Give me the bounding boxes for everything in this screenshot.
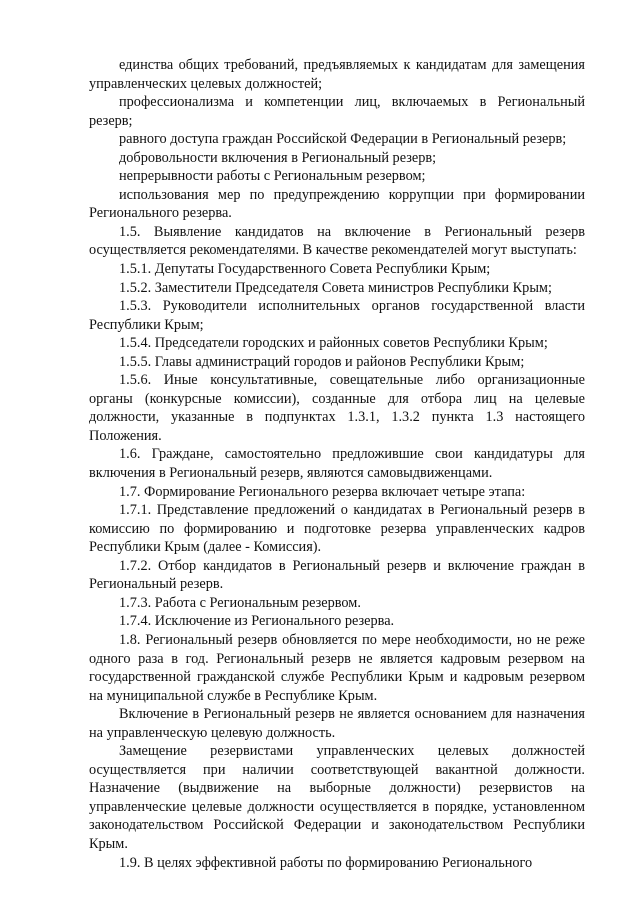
paragraph-1-7: 1.7. Формирование Регионального резерва включает четыре этапа: <box>119 483 526 500</box>
paragraph-1-7-3: 1.7.3. Работа с Региональным резервом. <box>119 594 361 611</box>
paragraph-1-8: 1.8. Региональный резерв обновляется по мере необходимости, но не реже одного раза в год. Региональный резерв не является кадровым резервом на государственной гражданской службе Республики Крым и кадровым резервом на муниципальной службе в Республике Крым. <box>89 631 585 704</box>
paragraph-1-7-4: 1.7.4. Исключение из Регионального резерва. <box>119 613 395 630</box>
paragraph-unity-requirements: единства общих требований, предъявляемых к кандидатам для замещения управленческих целевых должностей; <box>89 57 585 92</box>
paragraph-1-7-2: 1.7.2. Отбор кандидатов в Региональный резерв и включение граждан в Региональный резерв. <box>89 557 585 593</box>
paragraph-1-5-2: 1.5.2. Заместители Председателя Совета министров Республики Крым; <box>119 279 552 296</box>
paragraph-1-5-4: 1.5.4. Председатели городских и районных советов Республики Крым; <box>119 335 548 352</box>
paragraph-1-6: 1.6. Граждане, самостоятельно предложившие свои кандидатуры для включения в Региональный резерв, являются самовыдвиженцами. <box>89 446 585 482</box>
paragraph-1-5-6: 1.5.6. Иные консультативные, совещательные либо организационные органы (конкурсные комиссии), созданные для отбора лиц на целевые должности, указанные в подпунктах 1.3.1, 1.3.2 пункта 1.3 настоящего Положения. <box>89 372 585 444</box>
paragraph-equal-access: равного доступа граждан Российской Федерации в Региональный резерв; <box>119 131 567 148</box>
paragraph-1-5-3: 1.5.3. Руководители исполнительных органов государственной власти Республики Крым; <box>89 298 585 333</box>
paragraph-replacement: Замещение резервистами управленческих целевых должностей осуществляется при наличии соответствующей вакантной должности. Назначение (выдвижение на выборные должности) резервистов на управленческие целевые должности осуществляется в порядке, установленном законодательством Российской Федерации и законодательством Республики Крым. <box>89 743 585 852</box>
paragraph-1-5: 1.5. Выявление кандидатов на включение в Региональный резерв осуществляется рекомендателями. В качестве рекомендателей могут выступать: <box>89 223 585 259</box>
document-page <box>89 56 585 872</box>
paragraph-voluntariness: добровольности включения в Региональный резерв; <box>119 149 437 166</box>
paragraph-1-5-1: 1.5.1. Депутаты Государственного Совета Республики Крым; <box>119 261 491 278</box>
paragraph-continuity: непрерывности работы с Региональным резервом; <box>119 168 426 185</box>
paragraph-anticorruption: использования мер по предупреждению коррупции при формировании Регионального резерва. <box>89 186 585 222</box>
paragraph-1-5-5: 1.5.5. Главы администраций городов и районов Республики Крым; <box>119 353 525 370</box>
paragraph-professionalism: профессионализма и компетенции лиц, включаемых в Региональный резерв; <box>89 94 585 129</box>
paragraph-inclusion-not-basis: Включение в Региональный резерв не является основанием для назначения на управленческую целевую должность. <box>89 706 585 741</box>
paragraph-1-7-1: 1.7.1. Представление предложений о кандидатах в Региональный резерв в комиссию по формированию и подготовке резерва управленческих кадров Республики Крым (далее - Комиссия). <box>89 502 585 556</box>
paragraph-1-9: 1.9. В целях эффективной работы по формированию Регионального <box>119 854 533 871</box>
